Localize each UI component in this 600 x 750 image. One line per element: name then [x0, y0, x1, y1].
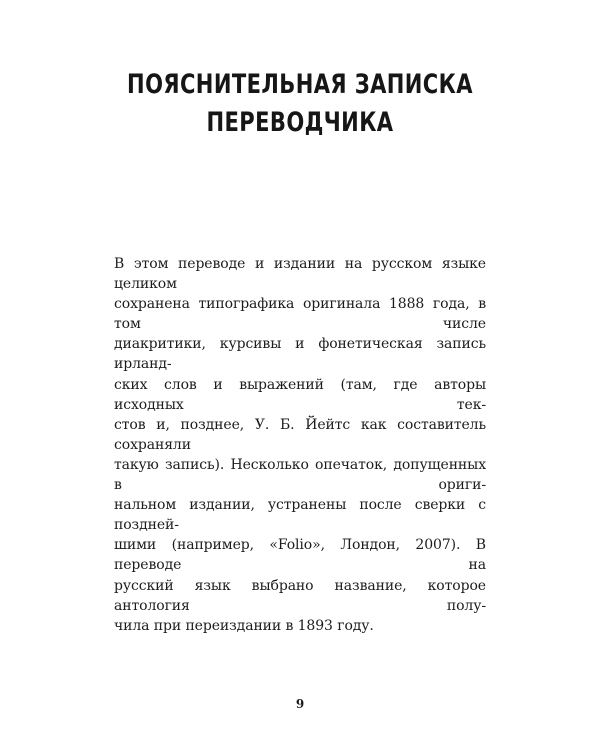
page-number: 9: [295, 697, 305, 711]
body-line: В этом переводе и издании на русском языке целиком: [114, 256, 486, 293]
body-line: нальном издании, устранены после сверки с поздней-: [114, 497, 486, 534]
body-line: сохранена типографика оригинала 1888 года, в том числе: [114, 296, 486, 333]
page-title: [66, 66, 534, 142]
title-line-1: ПОЯСНИТЕЛЬНАЯ ЗАПИСКА: [127, 69, 473, 100]
body-line: шими (например, «Folio», Лондон, 2007). В переводе на: [114, 537, 486, 574]
title-line-2: ПЕРЕВОДЧИКА: [206, 107, 394, 138]
body-line: стов и, позднее, У. Б. Йейтс как составитель сохраняли: [114, 416, 486, 453]
body-line: русский язык выбрано название, которое антология полу-: [114, 577, 486, 614]
body-paragraph: [114, 254, 486, 636]
body-line: диакритики, курсивы и фонетическая запись ирланд-: [114, 336, 486, 373]
body-line: ских слов и выражений (там, где авторы исходных тек-: [114, 376, 486, 413]
body-line: такую запись). Несколько опечаток, допущенных в ориги-: [114, 456, 486, 494]
body-line-last: чила при переиздании в 1893 году.: [114, 617, 374, 634]
